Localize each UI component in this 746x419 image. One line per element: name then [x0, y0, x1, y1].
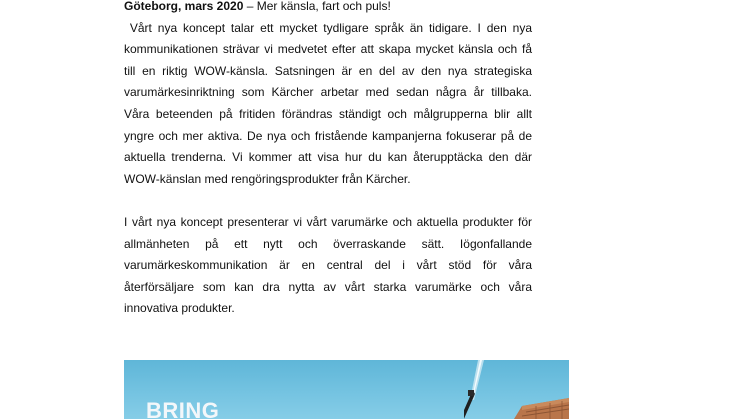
- body-line: varumärkeskommunikation är en central del i vårt stöd för våra: [124, 258, 532, 273]
- body-line: innovativa produkter.: [124, 301, 235, 316]
- heading-subtitle: – Mer känsla, fart och puls!: [243, 0, 391, 13]
- body-line: kommunikationen strävar vi medvetet efter att skapa mycket känsla och få: [124, 42, 532, 57]
- body-line: allmänheten på ett nytt och överraskande sätt. Iögonfallande: [124, 236, 532, 251]
- body-line: aktuella trenderna. Vi kommer att visa hur du kan återupptäcka den där: [124, 150, 532, 165]
- body-line: återförsäljare som kan dra nytta av vårt starka varumärke och våra: [124, 279, 532, 294]
- campaign-headline: BRING: [146, 398, 220, 419]
- body-line: yngre och mer aktiva. De nya och fristående kampanjerna fokuserar på de: [124, 128, 532, 143]
- body-line: WOW-känslan med rengöringsprodukter från Kärcher.: [124, 171, 411, 186]
- intro-paragraph: [124, 0, 532, 190]
- body-line: varumärkesinriktning som Kärcher arbetar med sedan några år tillbaka.: [124, 85, 532, 100]
- wall-and-sprayer-illustration: [464, 360, 569, 419]
- body-line: Vårt nya koncept talar ett mycket tydligare språk än tidigare. I den nya: [124, 20, 532, 35]
- dateline: Göteborg, mars 2020: [124, 0, 244, 13]
- body-line: Våra beteenden på fritiden förändras ständigt och målgrupperna blir allt: [124, 106, 532, 121]
- body-line: till en riktig WOW-känsla. Satsningen är en del av den nya strategiska: [124, 63, 532, 78]
- campaign-image: [124, 360, 569, 419]
- heading-line: [124, 0, 532, 18]
- concept-paragraph: [124, 212, 532, 320]
- body-line: I vårt nya koncept presenterar vi vårt varumärke och aktuella produkter för: [124, 215, 532, 229]
